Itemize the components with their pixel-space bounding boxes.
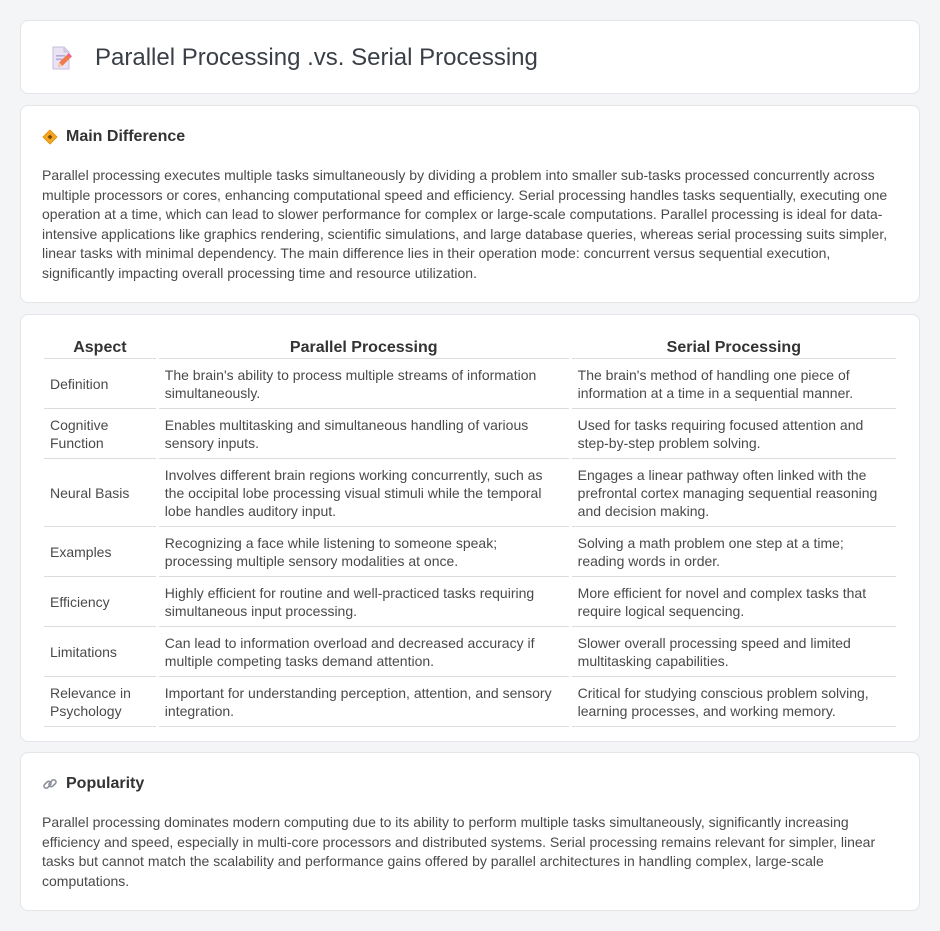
popularity-card bbox=[20, 752, 920, 911]
column-header-aspect: Aspect bbox=[44, 335, 156, 359]
aspect-cell: Limitations bbox=[44, 627, 156, 677]
comparison-card bbox=[20, 314, 920, 742]
parallel-cell: Highly efficient for routine and well-practiced tasks requiring simultaneous input processing. bbox=[159, 577, 569, 627]
aspect-cell: Neural Basis bbox=[44, 459, 156, 527]
serial-cell: Solving a math problem one step at a time; reading words in order. bbox=[572, 527, 896, 577]
table-row bbox=[44, 527, 896, 577]
table-row bbox=[44, 677, 896, 727]
page-title: Parallel Processing .vs. Serial Processing bbox=[95, 44, 538, 71]
column-header-serial: Serial Processing bbox=[572, 335, 896, 359]
table-row bbox=[44, 577, 896, 627]
table-row bbox=[44, 359, 896, 409]
popularity-heading bbox=[42, 775, 144, 793]
serial-cell: Used for tasks requiring focused attention and step-by-step problem solving. bbox=[572, 409, 896, 459]
table-row bbox=[44, 459, 896, 527]
parallel-cell: Enables multitasking and simultaneous handling of various sensory inputs. bbox=[159, 409, 569, 459]
serial-cell: More efficient for novel and complex tasks that require logical sequencing. bbox=[572, 577, 896, 627]
aspect-cell: Definition bbox=[44, 359, 156, 409]
aspect-cell: Examples bbox=[44, 527, 156, 577]
parallel-cell: Involves different brain regions working concurrently, such as the occipital lobe processing visual stimuli while the temporal lobe handles auditory input. bbox=[159, 459, 569, 527]
main-difference-card bbox=[20, 105, 920, 303]
main-difference-title: Main Difference bbox=[66, 128, 186, 145]
table-row bbox=[44, 627, 896, 677]
link-icon bbox=[42, 776, 58, 792]
main-difference-heading bbox=[42, 128, 185, 146]
comparison-table bbox=[41, 335, 899, 727]
aspect-cell: Cognitive Function bbox=[44, 409, 156, 459]
table-row bbox=[44, 409, 896, 459]
column-header-parallel: Parallel Processing bbox=[159, 335, 569, 359]
parallel-cell: The brain's ability to process multiple streams of information simultaneously. bbox=[159, 359, 569, 409]
popularity-text: Parallel processing dominates modern computing due to its ability to perform multiple tasks simultaneously, significantly increasing efficiency and speed, especially in multi-core processors and distributed systems. Serial processing remains relevant for simpler, linear tasks but cannot match the scalability and performance gains offered by parallel architectures in handling complex, large-scale computations. bbox=[42, 814, 876, 889]
title-row bbox=[47, 43, 538, 73]
parallel-cell: Important for understanding perception, attention, and sensory integration. bbox=[159, 677, 569, 727]
serial-cell: Critical for studying conscious problem solving, learning processes, and working memory. bbox=[572, 677, 896, 727]
header-card bbox=[20, 20, 920, 94]
serial-cell: The brain's method of handling one piece of information at a time in a sequential manner. bbox=[572, 359, 896, 409]
serial-cell: Slower overall processing speed and limited multitasking capabilities. bbox=[572, 627, 896, 677]
popularity-title: Popularity bbox=[66, 775, 145, 792]
aspect-cell: Efficiency bbox=[44, 577, 156, 627]
document-edit-icon bbox=[47, 44, 75, 72]
serial-cell: Engages a linear pathway often linked with the prefrontal cortex managing sequential reasoning and decision making. bbox=[572, 459, 896, 527]
diamond-warning-icon bbox=[42, 129, 58, 145]
main-difference-text: Parallel processing executes multiple tasks simultaneously by dividing a problem into smaller sub-tasks processed concurrently across multiple processors or cores, enhancing computational speed and efficiency. Serial processing handles tasks sequentially, executing one operation at a time, which can lead to slower performance for complex or large-scale computations. Parallel processing is ideal for data-intensive applications like graphics rendering, scientific simulations, and large database queries, whereas serial processing suits simpler, linear tasks with minimal dependency. The main difference lies in their operation mode: concurrent versus sequential execution, significantly impacting overall processing time and resource utilization. bbox=[42, 167, 888, 281]
parallel-cell: Can lead to information overload and decreased accuracy if multiple competing tasks demand attention. bbox=[159, 627, 569, 677]
table-header-row bbox=[44, 335, 896, 359]
parallel-cell: Recognizing a face while listening to someone speak; processing multiple sensory modalities at once. bbox=[159, 527, 569, 577]
aspect-cell: Relevance in Psychology bbox=[44, 677, 156, 727]
